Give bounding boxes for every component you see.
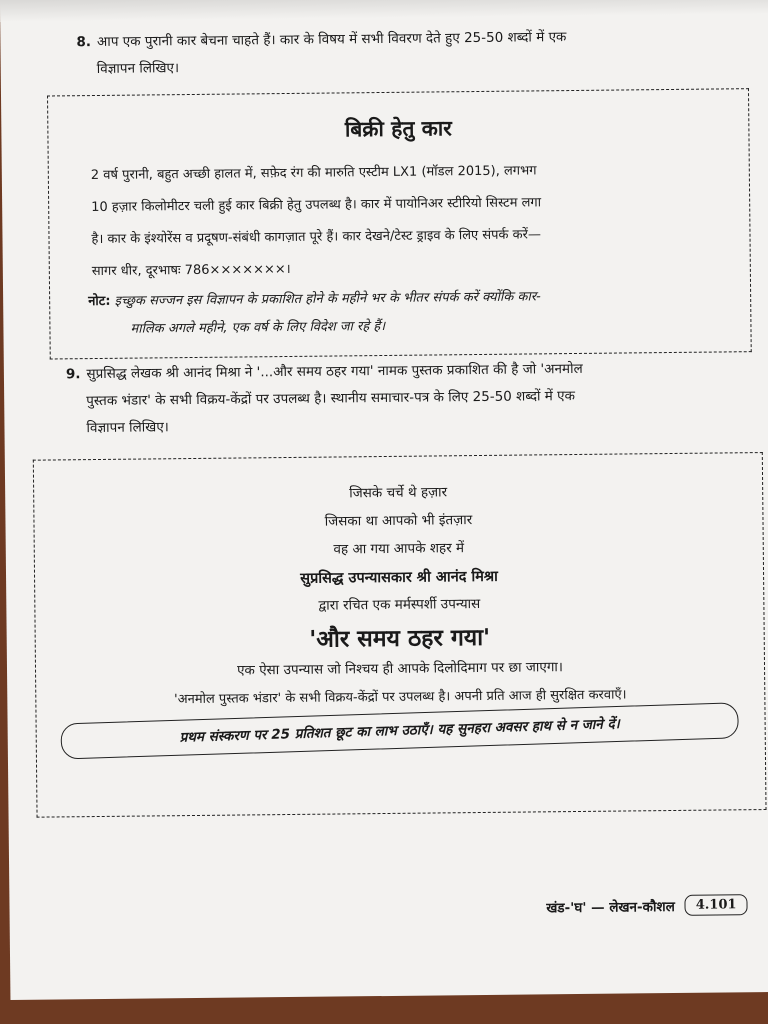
page-shadow xyxy=(0,0,768,22)
car-ad-body xyxy=(91,153,742,288)
car-sale-ad-box xyxy=(47,88,752,359)
car-ad-body-line1: 2 वर्ष पुरानी, बहुत अच्छी हालत में, सफ़ेद रंग की मारुति एस्टीम LX1 (मॉडल 2015), लगभग xyxy=(90,163,537,184)
question-9-text-line3: विज्ञापन लिखिए। xyxy=(86,419,169,437)
page-footer xyxy=(546,894,747,917)
car-ad-note-text1: इच्छुक सज्जन इस विज्ञापन के प्रकाशित होने के महीने भर के भीतर संपर्क करें क्योंकि कार- xyxy=(114,289,541,309)
book-title: 'और समय ठहर गया' xyxy=(309,624,491,653)
question-9-text-line1: सुप्रसिद्ध लेखक श्री आनंद मिश्रा ने '...और समय ठहर गया' नामक पुस्तक प्रकाशित की है जो 'अनमोल xyxy=(86,360,583,383)
question-8-text-line1: आप एक पुरानी कार बेचना चाहते हैं। कार के विषय में सभी विवरण देते हुए 25-50 शब्दों में एक xyxy=(96,29,567,50)
car-ad-body-line2: 10 हज़ार किलोमीटर चली हुई कार बिक्री हेतु उपलब्ध है। कार में पायोनिअर स्टीरियो सिस्टम लगा xyxy=(91,195,542,216)
question-9-number: 9. xyxy=(65,366,81,383)
offer-banner: प्रथम संस्करण पर 25 प्रतिशत छूट का लाभ उठाएँ। यह सुनहरा अवसर हाथ से न जाने दें। xyxy=(60,702,739,759)
car-ad-body-line3: है। कार के इंश्योरेंस व प्रदूषण-संबंधी कागज़ात पूरे हैं। कार देखने/टेस्ट ड्राइव के लिए संपर्क करें— xyxy=(91,227,541,248)
question-8-text-line2: विज्ञापन लिखिए। xyxy=(96,60,180,77)
question-9 xyxy=(66,354,763,442)
section-label: खंड-'घ' — लेखन-कौशल xyxy=(546,898,675,916)
book-ad-line5: द्वारा रचित एक मर्मस्पर्शी उपन्यास xyxy=(318,596,481,614)
book-ad-line3: वह आ गया आपके शहर में xyxy=(333,540,465,558)
book-ad-box xyxy=(33,452,767,818)
author-line: सुप्रसिद्ध उपन्यासकार श्री आनंद मिश्रा xyxy=(300,568,498,587)
car-ad-note xyxy=(88,281,749,344)
car-ad-note-line2: मालिक अगले महीने, एक वर्ष के लिए विदेश जा रहे हैं। xyxy=(130,318,386,337)
question-8 xyxy=(76,22,757,83)
car-ad-body-line4: सागर धीर, दूरभाषः 786×××××××। xyxy=(91,261,291,280)
question-8-number: 8. xyxy=(76,34,92,51)
book-ad-line1: जिसके चर्चे थे हज़ार xyxy=(349,484,448,502)
note-label: नोट: xyxy=(88,293,111,310)
book-ad-line2: जिसका था आपको भी इंतज़ार xyxy=(324,512,473,530)
page-number: 4.101 xyxy=(685,894,748,916)
book-ad-line6: एक ऐसा उपन्यास जो निश्चय ही आपके दिलोदिमाग पर छा जाएगा। xyxy=(236,659,564,679)
car-ad-title: बिक्री हेतु कार xyxy=(344,116,452,142)
question-9-text-line2: पुस्तक भंडार' के सभी विक्रय-केंद्रों पर उपलब्ध है। स्थानीय समाचार-पत्र के लिए 25-50 शब्दों में एक xyxy=(86,388,576,410)
book-ad-line7: 'अनमोल पुस्तक भंडार' के सभी विक्रय-केंद्रों पर उपलब्ध है। अपनी प्रति आज ही सुरक्षित करवाएँ। xyxy=(174,687,627,708)
